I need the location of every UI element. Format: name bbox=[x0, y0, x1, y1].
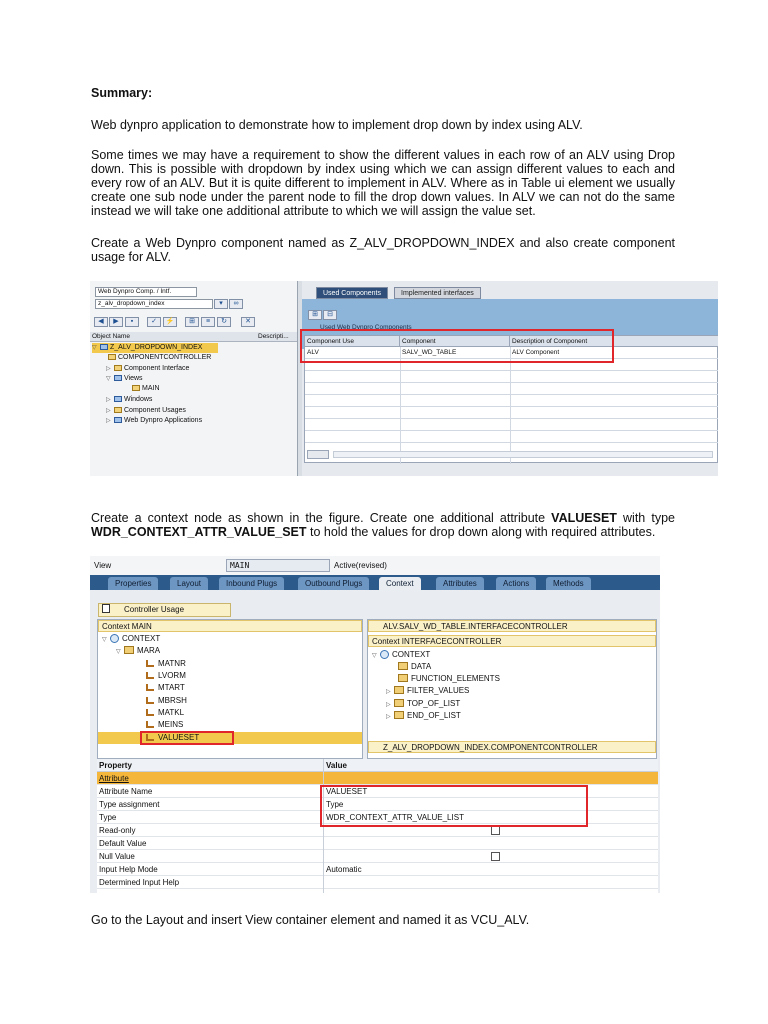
component-controller-title: Z_ALV_DROPDOWN_INDEX.COMPONENTCONTROLLER bbox=[368, 741, 656, 753]
tree-node-attribute[interactable]: MATNR bbox=[146, 658, 186, 670]
property-table bbox=[97, 759, 658, 893]
property-row[interactable]: Type WDR_CONTEXT_ATTR_VALUE_LIST bbox=[97, 811, 658, 824]
expanded-icon[interactable]: ▽ bbox=[116, 649, 121, 655]
tree-node-data[interactable]: DATA bbox=[398, 661, 431, 673]
expanded-icon[interactable]: ▽ bbox=[106, 376, 111, 382]
view-context-pane bbox=[97, 619, 363, 759]
component-type-select[interactable]: Web Dynpro Comp. / Intf. bbox=[95, 287, 197, 297]
tab-implemented-interfaces[interactable]: Implemented interfaces bbox=[394, 287, 481, 299]
tree-node-main-view[interactable]: MAIN bbox=[132, 384, 160, 394]
refresh-icon[interactable]: ↻ bbox=[217, 317, 231, 327]
tree-node-component-interface[interactable]: ▷ Component Interface bbox=[106, 365, 190, 372]
object-name-column: Object Name bbox=[92, 333, 130, 340]
controller-usage-button[interactable]: Controller Usage bbox=[98, 603, 231, 617]
node-icon bbox=[398, 662, 408, 670]
tree-header bbox=[90, 332, 297, 342]
application-icon bbox=[114, 417, 122, 423]
context-icon bbox=[110, 634, 119, 643]
attribute-icon bbox=[146, 684, 154, 691]
create-component-paragraph: Create a Web Dynpro component named as Z_ALV_DROPDOWN_INDEX and also create component usage for ALV. bbox=[91, 236, 675, 264]
tree-node-function-elements[interactable]: FUNCTION_ELEMENTS bbox=[398, 673, 500, 685]
component-context-pane bbox=[367, 619, 657, 759]
summary-heading: Summary: bbox=[91, 86, 153, 100]
tree-node-valueset[interactable]: VALUESET bbox=[98, 732, 362, 744]
tab-outbound-plugs[interactable]: Outbound Plugs bbox=[298, 577, 369, 590]
folder-icon bbox=[114, 375, 122, 381]
table-cell[interactable]: SALV_WD_TABLE bbox=[402, 349, 457, 356]
component-editor-panel bbox=[302, 281, 718, 476]
property-row[interactable]: Input Help Mode Automatic bbox=[97, 863, 658, 876]
folder-icon bbox=[114, 396, 122, 402]
node-icon bbox=[398, 674, 408, 682]
tree-node-end-of-list[interactable]: ▷ END_OF_LIST bbox=[386, 710, 461, 722]
tree-node-windows[interactable]: ▷ Windows bbox=[106, 396, 153, 403]
attribute-icon bbox=[146, 697, 154, 704]
collapsed-icon[interactable]: ▷ bbox=[386, 714, 391, 720]
type-term: WDR_CONTEXT_ATTR_VALUE_SET bbox=[91, 525, 307, 539]
property-row[interactable]: Type assignment Type bbox=[97, 798, 658, 811]
table-cell[interactable]: ALV Component bbox=[512, 349, 560, 356]
tree-node-filter-values[interactable]: ▷ FILTER_VALUES bbox=[386, 685, 469, 697]
column-header: Description of Component bbox=[510, 336, 718, 347]
tree-node-applications[interactable]: ▷ Web Dynpro Applications bbox=[106, 417, 203, 424]
hierarchy-icon[interactable]: ⊞ bbox=[185, 317, 199, 327]
context-node-paragraph: Create a context node as shown in the figure. Create one additional attribute VALUESET with type WDR_CONTEXT_ATTR_VALUE_SET to hold the values for drop down along with required attributes. bbox=[91, 511, 675, 539]
property-column-header: Property bbox=[99, 761, 132, 770]
close-icon[interactable]: ✕ bbox=[241, 317, 255, 327]
tab-methods[interactable]: Methods bbox=[546, 577, 591, 590]
attribute-icon bbox=[146, 721, 154, 728]
node-icon bbox=[124, 646, 134, 654]
intro-paragraph: Web dynpro application to demonstrate how to implement drop down by index using ALV. bbox=[91, 118, 583, 132]
view-header bbox=[90, 556, 660, 575]
context-main-title: Context MAIN bbox=[98, 620, 362, 632]
expanded-icon[interactable]: ▽ bbox=[372, 653, 377, 659]
interface-context-title: Context INTERFACECONTROLLER bbox=[368, 635, 656, 647]
back-arrow-icon[interactable]: ◀ bbox=[94, 317, 108, 327]
collapsed-icon[interactable]: ▷ bbox=[106, 418, 111, 424]
tree-node-mara[interactable]: ▽ MARA bbox=[116, 645, 160, 657]
tab-attributes[interactable]: Attributes bbox=[436, 577, 484, 590]
component-name-input[interactable]: z_alv_dropdown_index bbox=[95, 299, 213, 309]
highlight-box bbox=[140, 731, 234, 745]
dropdown-arrow-icon[interactable]: ▾ bbox=[214, 299, 228, 309]
collapsed-icon[interactable]: ▷ bbox=[386, 689, 391, 695]
tab-layout[interactable]: Layout bbox=[170, 577, 208, 590]
expand-icon[interactable]: ▽ bbox=[92, 345, 97, 351]
interface-icon bbox=[114, 365, 122, 371]
read-only-checkbox[interactable] bbox=[491, 826, 500, 835]
tree-node-attribute[interactable]: LVORM bbox=[146, 670, 186, 682]
tree-node-attribute[interactable]: MBRSH bbox=[146, 695, 187, 707]
property-row[interactable]: Determined Input Help bbox=[97, 876, 658, 889]
tab-properties[interactable]: Properties bbox=[108, 577, 158, 590]
tree-node-top-of-list[interactable]: ▷ TOP_OF_LIST bbox=[386, 698, 460, 710]
property-row[interactable]: Attribute Name VALUESET bbox=[97, 785, 658, 798]
node-icon bbox=[394, 711, 404, 719]
scroll-buttons[interactable] bbox=[307, 450, 329, 459]
history-icon[interactable]: ▪ bbox=[125, 317, 139, 327]
tree-node-component-usages[interactable]: ▷ Component Usages bbox=[106, 407, 186, 414]
property-row[interactable]: Null Value bbox=[97, 850, 658, 863]
attribute-icon bbox=[146, 709, 154, 716]
tree-node-component[interactable]: ▽ Z_ALV_DROPDOWN_INDEX bbox=[92, 343, 218, 353]
value-column-header: Value bbox=[326, 761, 347, 770]
view-name-field[interactable]: MAIN bbox=[226, 559, 330, 572]
controller-icon bbox=[108, 354, 116, 360]
context-editor-screenshot bbox=[90, 556, 660, 893]
context-icon bbox=[380, 650, 389, 659]
tree-node-componentcontroller[interactable]: COMPONENTCONTROLLER bbox=[108, 353, 211, 363]
tree-node-context[interactable]: ▽ CONTEXT bbox=[372, 649, 430, 661]
valueset-term: VALUESET bbox=[551, 511, 617, 525]
interface-controller-title: ALV.SALV_WD_TABLE.INTERFACECONTROLLER bbox=[368, 620, 656, 632]
tab-used-components[interactable]: Used Components bbox=[316, 287, 388, 299]
forward-arrow-icon[interactable]: ▶ bbox=[109, 317, 123, 327]
attribute-icon bbox=[146, 672, 154, 679]
component-icon bbox=[100, 344, 108, 350]
description-column: Descripti... bbox=[258, 333, 289, 340]
view-status: Active(revised) bbox=[334, 561, 387, 570]
insert-row-icon[interactable]: ⊞ bbox=[308, 310, 322, 320]
tree-node-attribute[interactable]: MATKL bbox=[146, 707, 184, 719]
check-icon[interactable]: ✓ bbox=[147, 317, 161, 327]
tree-node-attribute[interactable]: MTART bbox=[146, 682, 185, 694]
property-header-row bbox=[97, 759, 658, 772]
collapsed-icon[interactable]: ▷ bbox=[106, 397, 111, 403]
component-usage-screenshot bbox=[90, 281, 718, 476]
attribute-group-row: Attribute bbox=[97, 772, 658, 785]
editor-tabs bbox=[90, 575, 660, 590]
expanded-icon[interactable]: ▽ bbox=[102, 637, 107, 643]
view-label: View bbox=[94, 561, 112, 570]
property-row[interactable]: Read-only bbox=[97, 824, 658, 837]
view-icon bbox=[132, 385, 140, 391]
table-cell[interactable]: ALV bbox=[307, 349, 319, 356]
null-value-checkbox[interactable] bbox=[491, 852, 500, 861]
collapsed-icon[interactable]: ▷ bbox=[106, 366, 111, 372]
tab-inbound-plugs[interactable]: Inbound Plugs bbox=[219, 577, 284, 590]
tree-node-views[interactable]: ▽ Views bbox=[106, 375, 143, 382]
node-icon bbox=[394, 699, 404, 707]
node-icon bbox=[394, 686, 404, 694]
column-header: Component Use bbox=[305, 336, 400, 347]
display-glasses-icon[interactable]: ∞ bbox=[229, 299, 243, 309]
document-icon bbox=[102, 604, 110, 613]
horizontal-scrollbar[interactable] bbox=[333, 451, 713, 458]
object-list-icon[interactable]: ≡ bbox=[201, 317, 215, 327]
section-title: Used Web Dynpro Components bbox=[320, 324, 412, 331]
tree-node-context[interactable]: ▽ CONTEXT bbox=[102, 633, 160, 645]
attribute-icon bbox=[146, 660, 154, 667]
delete-row-icon[interactable]: ⊟ bbox=[323, 310, 337, 320]
highlight-box bbox=[300, 329, 614, 363]
activate-icon[interactable]: ⚡ bbox=[163, 317, 177, 327]
tab-context[interactable]: Context bbox=[379, 577, 421, 590]
tab-actions[interactable]: Actions bbox=[496, 577, 536, 590]
highlight-box bbox=[320, 785, 588, 827]
column-header: Component bbox=[400, 336, 510, 347]
tree-node-attribute[interactable]: MEINS bbox=[146, 719, 183, 731]
layout-paragraph: Go to the Layout and insert View container element and named it as VCU_ALV. bbox=[91, 913, 530, 927]
requirement-paragraph: Some times we may have a requirement to show the different values in each row of an ALV using Drop down. This is possible with dropdown by index using which we can assign different values to each and every row of an ALV. But it is quite different to implement in ALV. Where as in Table ui element we usually create one sub node under the parent node to fill the drop down values. In ALV we can not do the same instead we will take one additional attribute to which we will assign the value set. bbox=[91, 148, 675, 218]
property-row[interactable]: Default Value bbox=[97, 837, 658, 850]
usage-icon bbox=[114, 407, 122, 413]
object-navigator-panel bbox=[90, 281, 298, 476]
collapsed-icon[interactable]: ▷ bbox=[386, 702, 391, 708]
collapsed-icon[interactable]: ▷ bbox=[106, 408, 111, 414]
